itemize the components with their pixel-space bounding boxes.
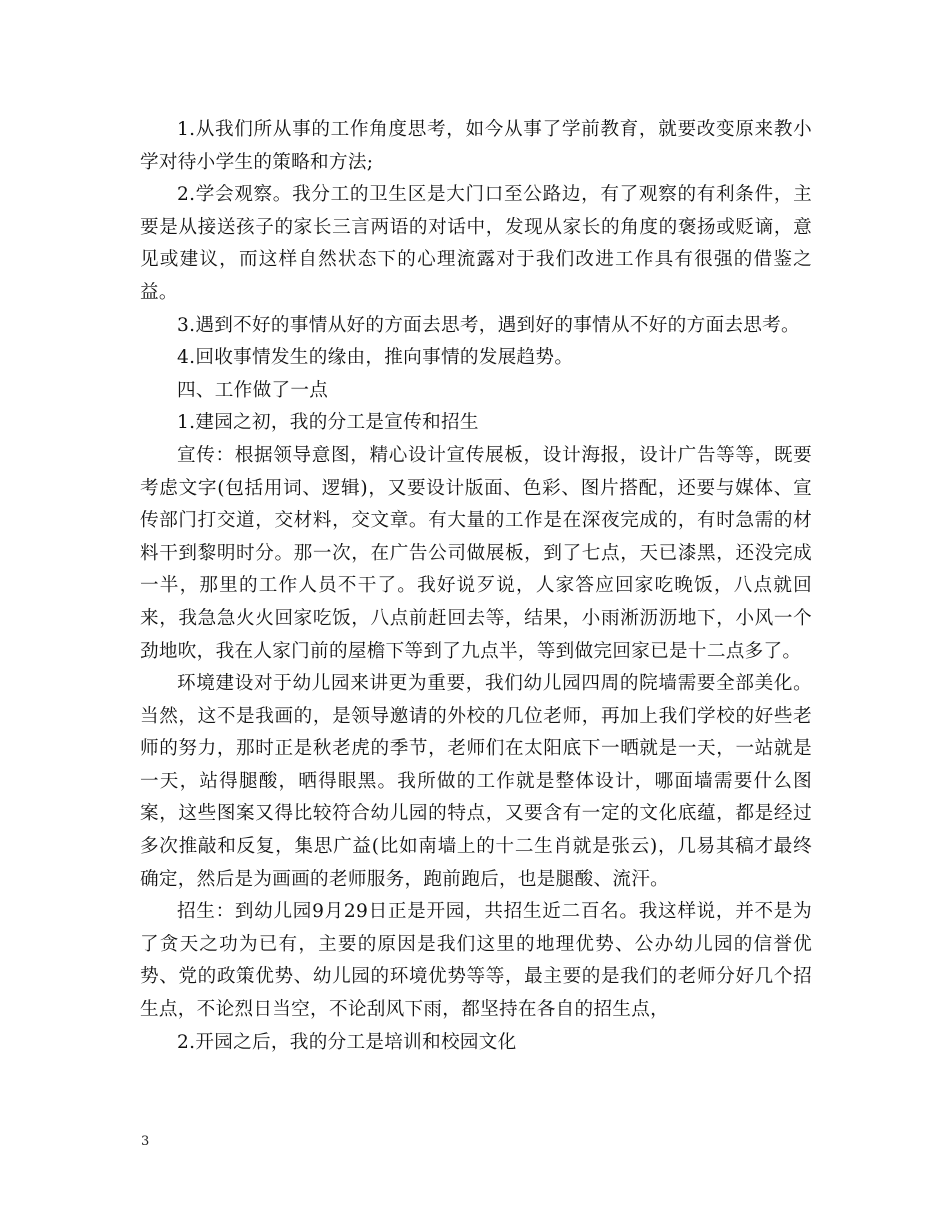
paragraph: 2.开园之后，我的分工是培训和校园文化 xyxy=(177,1031,517,1053)
section-heading: 四、工作做了一点 xyxy=(177,379,329,401)
document-body xyxy=(140,114,812,1059)
paragraph: 招生：到幼儿园9月29日正是开园，共招生近二百名。我这样说，并不是为了贪天之功为已有，主要的原因是我们这里的地理优势、公办幼儿园的信誉优势、党的政策优势、幼儿园的环境优势等等，最主要的是我们的老师分好几个招生点，不论烈日当空，不论刮风下雨，都坚持在各自的招生点， xyxy=(140,901,812,1021)
paragraph: 1.从我们所从事的工作角度思考，如今从事了学前教育，就要改变原来教小学对待小学生的策略和方法; xyxy=(140,119,812,173)
paragraph: 环境建设对于幼儿园来讲更为重要，我们幼儿园四周的院墙需要全部美化。当然，这不是我画的，是领导邀请的外校的几位老师，再加上我们学校的好些老师的努力，那时正是秋老虎的季节，老师们在太阳底下一晒就是一天，一站就是一天，站得腿酸，晒得眼黑。我所做的工作就是整体设计，哪面墙需要什么图案，这些图案又得比较符合幼儿园的特点，又要含有一定的文化底蕴，都是经过多次推敲和反复，集思广益(比如南墙上的十二生肖就是张云)，几易其稿才最终确定，然后是为画画的老师服务，跑前跑后，也是腿酸、流汗。 xyxy=(140,673,812,890)
page-number: 3 xyxy=(141,1134,150,1149)
paragraph: 1.建园之初，我的分工是宣传和招生 xyxy=(177,412,479,434)
paragraph: 4.回收事情发生的缘由，推向事情的发展趋势。 xyxy=(177,347,574,369)
paragraph: 宣传：根据领导意图，精心设计宣传展板，设计海报，设计广告等等，既要考虑文字(包括用词、逻辑)，又要设计版面、色彩、图片搭配，还要与媒体、宣传部门打交道，交材料，交文章。有大量的工作是在深夜完成的，有时急需的材料干到黎明时分。那一次，在广告公司做展板，到了七点，天已漆黑，还没完成一半，那里的工作人员不干了。我好说歹说，人家答应回家吃晚饭，八点就回来，我急急火火回家吃饭，八点前赶回去等，结果，小雨淅沥沥地下，小风一个劲地吹，我在人家门前的屋檐下等到了九点半，等到做完回家已是十二点多了。 xyxy=(140,444,812,662)
paragraph: 3.遇到不好的事情从好的方面去思考，遇到好的事情从不好的方面去思考。 xyxy=(177,314,800,336)
paragraph: 2.学会观察。我分工的卫生区是大门口至公路边，有了观察的有利条件，主要是从接送孩子的家长三言两语的对话中，发现从家长的角度的褒扬或贬谪，意见或建议，而这样自然状态下的心理流露对于我们改进工作具有很强的借鉴之益。 xyxy=(140,184,812,303)
